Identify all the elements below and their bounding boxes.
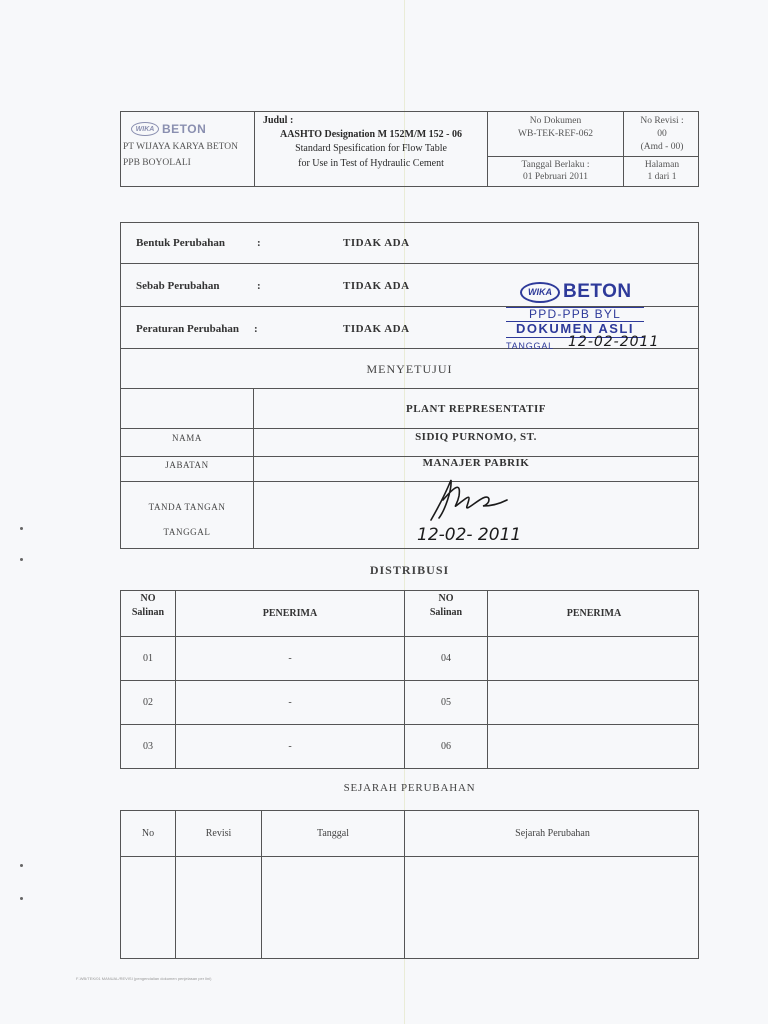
- sejarah-title: SEJARAH PERUBAHAN: [343, 782, 476, 794]
- nama-value: SIDIQ PURNOMO, ST.: [415, 431, 537, 443]
- no-revisi-value: 00: [657, 129, 667, 139]
- header-divider: [487, 156, 698, 157]
- stamp-beton-text: BETON: [563, 281, 632, 302]
- tanggal-berlaku-label: Tanggal Berlaku :: [521, 160, 590, 170]
- table-cell: -: [288, 697, 292, 708]
- footer-note: F-WB/TEK/01 MANUAL/REVISI (pengendalian dokumen penjelasan per lini): [76, 976, 212, 981]
- row-divider: [121, 724, 698, 725]
- peraturan-perubahan-value: TIDAK ADA: [343, 323, 410, 335]
- stamp-line2: DOKUMEN ASLI: [506, 321, 644, 338]
- tanda-tangan-label: TANDA TANGAN: [148, 502, 226, 512]
- wika-logo-mark: WIKA: [131, 122, 159, 136]
- col-no-header: NO: [140, 593, 156, 604]
- tanggal-berlaku-value: 01 Pebruari 2011: [522, 172, 589, 182]
- sebab-perubahan-value: TIDAK ADA: [343, 280, 410, 292]
- col-tanggal-header: Tanggal: [316, 828, 350, 839]
- col-penerima-header: PENERIMA: [262, 608, 318, 619]
- doc-title-line1: AASHTO Designation M 152M/M 152 - 06: [279, 129, 463, 140]
- colon: :: [254, 323, 258, 335]
- stamp-wika-mark: WIKA: [520, 282, 560, 303]
- menyetujui-title: MENYETUJUI: [366, 362, 453, 376]
- row-divider: [121, 856, 698, 857]
- stamp-tanggal-value: 12-02-2011: [568, 334, 660, 350]
- row-divider: [121, 263, 698, 264]
- company-name: PT WIJAYA KARYA BETON: [123, 142, 238, 152]
- sejarah-table: [120, 810, 699, 959]
- judul-label: Judul :: [263, 115, 294, 126]
- stamp-tanggal-label: TANGGAL: [506, 341, 554, 351]
- scan-speck: [20, 527, 23, 530]
- amd-value: (Amd - 00): [640, 142, 684, 152]
- col-penerima-header: PENERIMA: [566, 608, 622, 619]
- distribusi-title: DISTRIBUSI: [369, 563, 450, 577]
- col-salinan-header: Salinan: [131, 607, 165, 618]
- table-cell: 01: [143, 653, 153, 664]
- col-no-header: No: [141, 828, 155, 839]
- col-salinan-header: Salinan: [429, 607, 463, 618]
- jabatan-value: MANAJER PABRIK: [422, 457, 530, 469]
- tanggal-value-handwritten: 12-02- 2011: [417, 525, 522, 545]
- tanggal-label: TANGGAL: [163, 527, 211, 537]
- scan-speck: [20, 864, 23, 867]
- table-cell: -: [288, 653, 292, 664]
- scan-speck: [20, 558, 23, 561]
- plant-name: PPB BOYOLALI: [123, 158, 191, 168]
- table-cell: 03: [143, 741, 153, 752]
- colon: :: [257, 280, 261, 292]
- company-logo: [131, 122, 206, 136]
- table-cell: 06: [441, 741, 451, 752]
- signature: [421, 476, 511, 526]
- peraturan-perubahan-label: Peraturan Perubahan: [136, 323, 239, 335]
- no-revisi-label: No Revisi :: [640, 116, 684, 126]
- plant-representatif-label: PLANT REPRESENTATIF: [406, 403, 546, 415]
- stamp-line1: PPD-PPB BYL: [506, 307, 644, 322]
- table-cell: 02: [143, 697, 153, 708]
- col-no-header: NO: [438, 593, 454, 604]
- colon: :: [257, 237, 261, 249]
- change-approval-box: [120, 222, 699, 549]
- row-divider: [121, 388, 698, 389]
- sebab-perubahan-label: Sebab Perubahan: [136, 280, 220, 292]
- stamp-logo: [520, 281, 632, 303]
- col-sejarah-header: Sejarah Perubahan: [515, 828, 590, 839]
- table-cell: 04: [441, 653, 451, 664]
- table-cell: -: [288, 741, 292, 752]
- row-divider: [121, 481, 698, 482]
- scan-speck: [20, 897, 23, 900]
- nama-label: NAMA: [172, 433, 202, 443]
- row-divider: [121, 636, 698, 637]
- halaman-label: Halaman: [644, 160, 680, 170]
- distribusi-table: [120, 590, 699, 769]
- jabatan-label: JABATAN: [165, 460, 209, 470]
- row-divider: [121, 680, 698, 681]
- no-dokumen-value: WB-TEK-REF-062: [518, 129, 593, 139]
- doc-title-line3: for Use in Test of Hydraulic Cement: [298, 158, 444, 169]
- doc-title-line2: Standard Spesification for Flow Table: [295, 143, 447, 154]
- no-dokumen-label: No Dokumen: [529, 116, 582, 126]
- dokumen-asli-stamp: [506, 281, 676, 353]
- bentuk-perubahan-value: TIDAK ADA: [343, 237, 410, 249]
- document-header: [120, 111, 699, 187]
- table-cell: 05: [441, 697, 451, 708]
- bentuk-perubahan-label: Bentuk Perubahan: [136, 237, 225, 249]
- beton-logo-text: BETON: [162, 122, 207, 136]
- halaman-value: 1 dari 1: [647, 172, 677, 182]
- col-revisi-header: Revisi: [205, 828, 232, 839]
- row-divider: [121, 428, 698, 429]
